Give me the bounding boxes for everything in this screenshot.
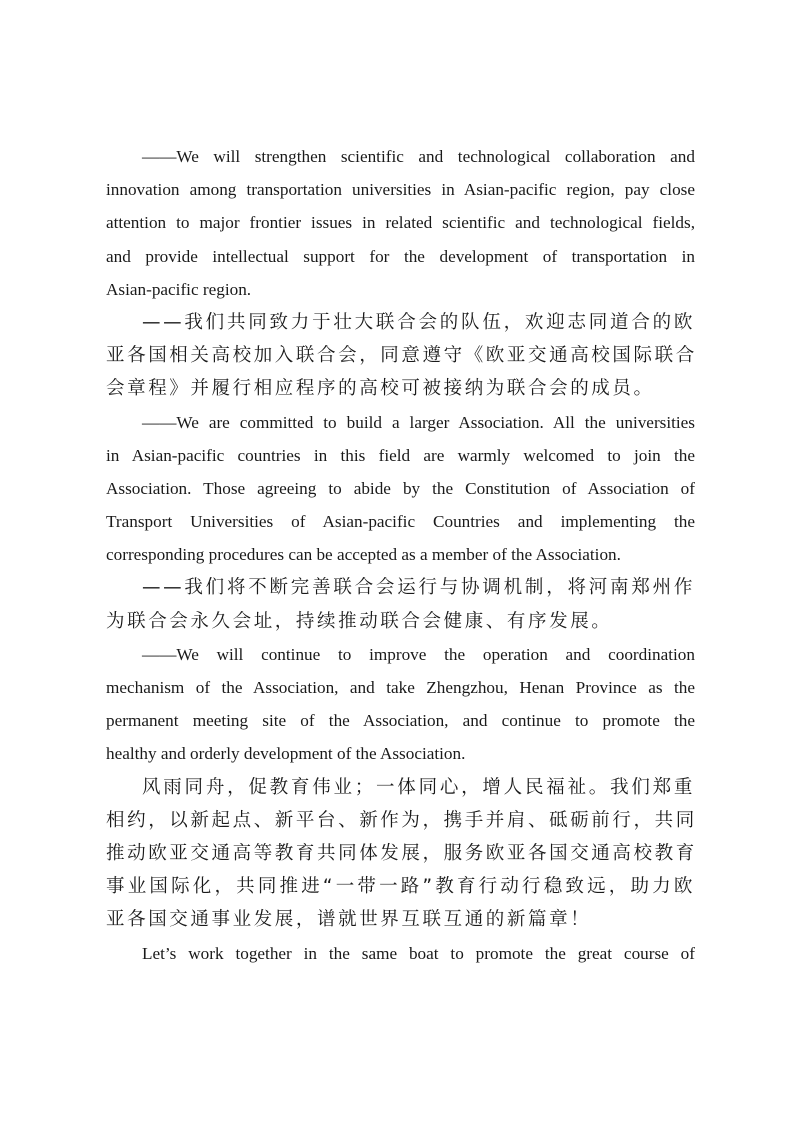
text-line: corresponding procedures can be accepted as a member of the Association.: [106, 545, 621, 565]
text-line: ——我们将不断完善联合会运行与协调机制，将河南郑州作: [142, 577, 695, 599]
text-line: ——We will strengthen scientific and technological collaboration and: [142, 147, 695, 166]
document-page: [106, 140, 695, 970]
text-line: 风雨同舟，促教育伟业；一体同心，增人民福祉。我们郑重: [142, 776, 695, 798]
text-line: ——We will continue to improve the operation and coordination: [142, 644, 695, 664]
text-line: Transport Universities of Asian-pacific Countries and implementing the: [106, 512, 695, 532]
text-line: 亚各国交通事业发展，谱就世界互联互通的新篇章！: [106, 909, 592, 931]
text-line: ——我们共同致力于壮大联合会的队伍，欢迎志同道合的欧: [142, 311, 695, 333]
text-line: in Asian-pacific countries in this field are warmly welcomed to join the: [106, 445, 695, 465]
text-line: 亚各国相关高校加入联合会，同意遵守《欧亚交通高校国际联合: [106, 345, 697, 367]
text-line: Asian-pacific region.: [106, 279, 252, 299]
text-line: innovation among transportation universities in Asian-pacific region, pay close: [106, 180, 695, 200]
text-line: and provide intellectual support for the development of transportation in: [106, 246, 695, 266]
text-line: Let’s work together in the same boat to promote the great course of: [142, 943, 695, 963]
paragraph-en-closing: [106, 937, 695, 970]
paragraph-en-collaboration: [106, 140, 695, 306]
paragraph-zh-mechanism: [106, 571, 695, 637]
text-line: attention to major frontier issues in related scientific and technological fields,: [106, 213, 695, 233]
text-line: 为联合会永久会址，持续推动联合会健康、有序发展。: [106, 610, 613, 632]
text-line: 事业国际化，共同推进“一带一路”教育行动行稳致远，助力欧: [106, 876, 695, 898]
paragraph-zh-closing: [106, 771, 695, 937]
text-line: 推动欧亚交通高等教育共同体发展，服务欧亚各国交通高校教育: [106, 842, 697, 864]
text-line: permanent meeting site of the Association, and continue to promote the: [106, 711, 695, 731]
text-line: 会章程》并履行相应程序的高校可被接纳为联合会的成员。: [106, 378, 655, 400]
text-line: mechanism of the Association, and take Zhengzhou, Henan Province as the: [106, 678, 695, 697]
paragraph-en-mechanism: [106, 638, 695, 771]
text-line: Association. Those agreeing to abide by the Constitution of Association of: [106, 478, 695, 498]
text-line: 相约，以新起点、新平台、新作为，携手并肩、砥砺前行，共同: [106, 809, 697, 831]
paragraph-zh-membership: [106, 306, 695, 406]
paragraph-en-membership: [106, 406, 695, 572]
text-line: ——We are committed to build a larger Association. All the universities: [142, 412, 695, 432]
text-line: healthy and orderly development of the Association.: [106, 744, 466, 764]
